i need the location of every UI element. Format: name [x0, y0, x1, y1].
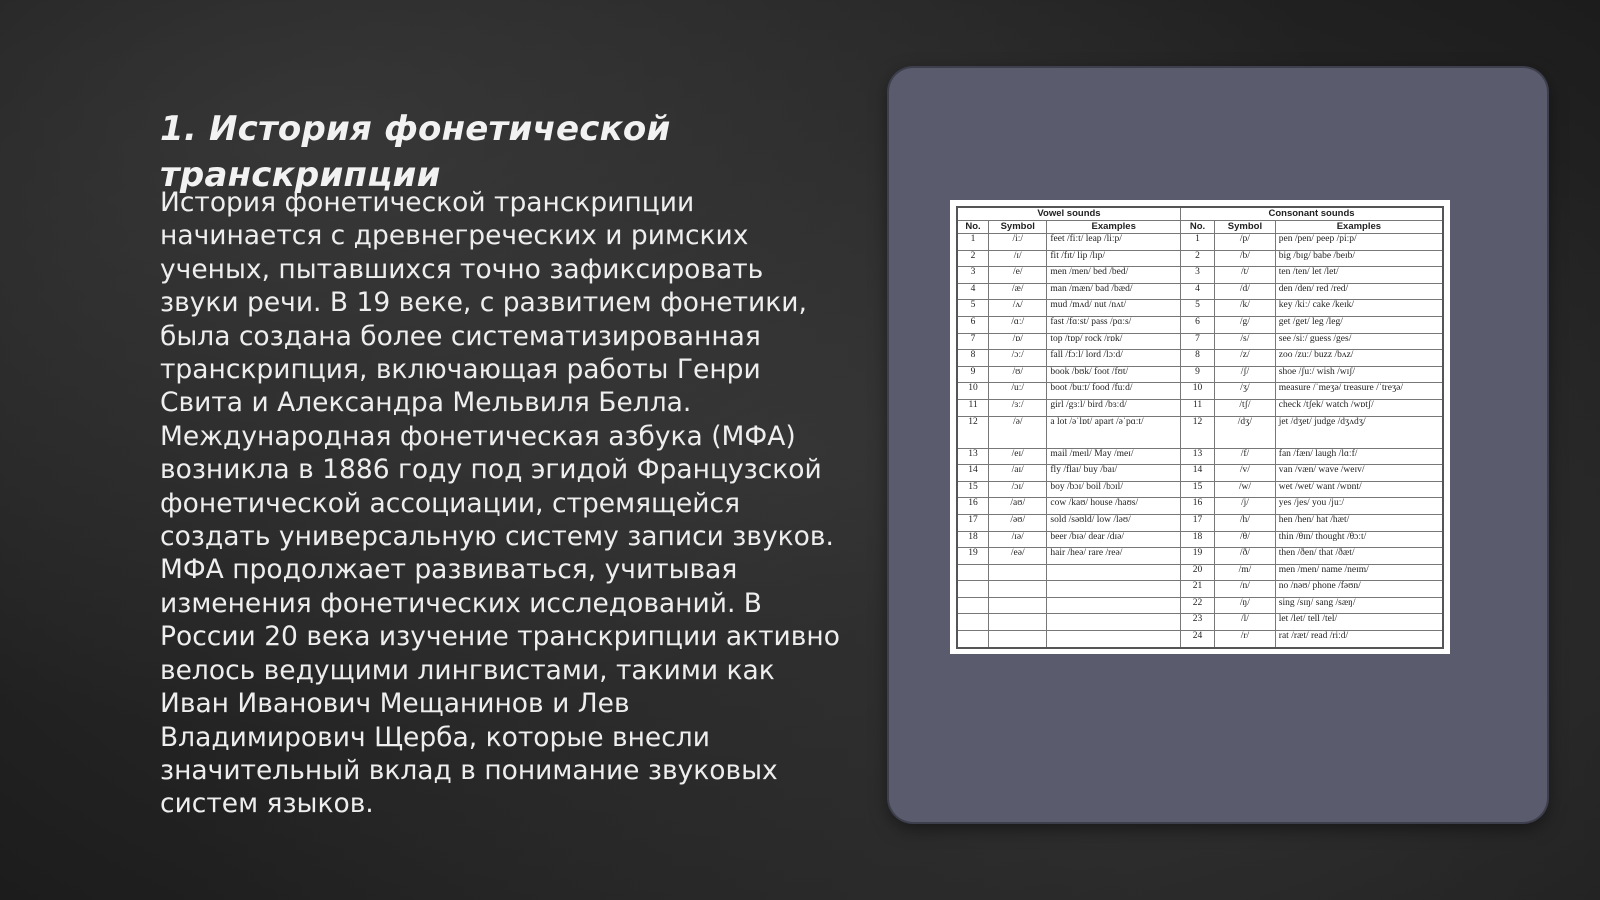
vowel-symbol-cell: /iː/	[989, 234, 1047, 251]
ipa-table	[956, 206, 1444, 649]
vowel-no-cell: 7	[957, 333, 989, 350]
vowel-symbol-cell: /uː/	[989, 383, 1047, 400]
consonant-examples-cell: ten /ten/ let /let/	[1275, 267, 1443, 284]
table-row	[957, 465, 1443, 482]
table-row	[957, 283, 1443, 300]
slide-title: 1. История фонетической транскрипции	[160, 109, 671, 195]
vowel-symbol-cell: /e/	[989, 267, 1047, 284]
consonant-no-cell: 17	[1181, 514, 1215, 531]
consonant-examples-cell: zoo /zuː/ buzz /bʌz/	[1275, 350, 1443, 367]
col-examples-header: Examples	[1275, 221, 1443, 234]
vowel-examples-cell: mail /meɪl/ May /meɪ/	[1047, 448, 1181, 465]
consonant-examples-cell: sing /sɪŋ/ sang /sæŋ/	[1275, 597, 1443, 614]
table-row	[957, 581, 1443, 598]
consonant-no-cell: 23	[1181, 614, 1215, 631]
vowel-no-cell	[957, 614, 989, 631]
vowel-no-cell: 4	[957, 283, 989, 300]
consonant-symbol-cell: /k/	[1215, 300, 1276, 317]
vowel-no-cell	[957, 581, 989, 598]
consonant-examples-cell: van /væn/ wave /weɪv/	[1275, 465, 1443, 482]
consonant-symbol-cell: /m/	[1215, 564, 1276, 581]
vowel-sounds-header: Vowel sounds	[957, 207, 1181, 221]
vowel-examples-cell: man /mæn/ bad /bæd/	[1047, 283, 1181, 300]
consonant-symbol-cell: /v/	[1215, 465, 1276, 482]
consonant-examples-cell: no /nəʊ/ phone /fəʊn/	[1275, 581, 1443, 598]
vowel-no-cell	[957, 597, 989, 614]
consonant-symbol-cell: /s/	[1215, 333, 1276, 350]
vowel-no-cell: 3	[957, 267, 989, 284]
table-row	[957, 564, 1443, 581]
consonant-no-cell: 6	[1181, 316, 1215, 333]
table-row	[957, 350, 1443, 367]
vowel-no-cell: 2	[957, 250, 989, 267]
col-no-header: No.	[957, 221, 989, 234]
vowel-examples-cell: book /bʊk/ foot /fʊt/	[1047, 366, 1181, 383]
consonant-no-cell: 15	[1181, 481, 1215, 498]
consonant-symbol-cell: /θ/	[1215, 531, 1276, 548]
consonant-no-cell: 4	[1181, 283, 1215, 300]
table-row	[957, 548, 1443, 565]
vowel-symbol-cell	[989, 564, 1047, 581]
table-row	[957, 234, 1443, 251]
consonant-examples-cell: fan /fæn/ laugh /lɑːf/	[1275, 448, 1443, 465]
table-row	[957, 448, 1443, 465]
vowel-examples-cell: fast /fɑːst/ pass /pɑːs/	[1047, 316, 1181, 333]
vowel-no-cell: 19	[957, 548, 989, 565]
vowel-examples-cell	[1047, 614, 1181, 631]
consonant-symbol-cell: /r/	[1215, 631, 1276, 648]
vowel-no-cell: 1	[957, 234, 989, 251]
vowel-examples-cell: mud /mʌd/ nut /nʌt/	[1047, 300, 1181, 317]
consonant-examples-cell: hen /hen/ hat /hæt/	[1275, 514, 1443, 531]
vowel-symbol-cell: /ʊ/	[989, 366, 1047, 383]
consonant-examples-cell: pen /pen/ peep /piːp/	[1275, 234, 1443, 251]
vowel-no-cell: 5	[957, 300, 989, 317]
consonant-no-cell: 8	[1181, 350, 1215, 367]
col-no-header: No.	[1181, 221, 1215, 234]
consonant-symbol-cell: /b/	[1215, 250, 1276, 267]
vowel-symbol-cell: /ɜː/	[989, 399, 1047, 416]
vowel-examples-cell: fit /fɪt/ lip /lɪp/	[1047, 250, 1181, 267]
vowel-no-cell: 9	[957, 366, 989, 383]
vowel-examples-cell: top /tɒp/ rock /rɒk/	[1047, 333, 1181, 350]
vowel-no-cell: 17	[957, 514, 989, 531]
consonant-no-cell: 9	[1181, 366, 1215, 383]
consonant-symbol-cell: /l/	[1215, 614, 1276, 631]
consonant-no-cell: 24	[1181, 631, 1215, 648]
consonant-no-cell: 7	[1181, 333, 1215, 350]
vowel-no-cell: 11	[957, 399, 989, 416]
image-panel	[889, 68, 1547, 822]
vowel-symbol-cell: /ɔː/	[989, 350, 1047, 367]
consonant-no-cell: 21	[1181, 581, 1215, 598]
col-symbol-header: Symbol	[1215, 221, 1276, 234]
vowel-symbol-cell: /aɪ/	[989, 465, 1047, 482]
table-row	[957, 316, 1443, 333]
vowel-examples-cell: feet /fiːt/ leap /liːp/	[1047, 234, 1181, 251]
vowel-symbol-cell	[989, 614, 1047, 631]
table-row	[957, 399, 1443, 416]
consonant-symbol-cell: /ʒ/	[1215, 383, 1276, 400]
consonant-examples-cell: let /let/ tell /tel/	[1275, 614, 1443, 631]
table-row	[957, 416, 1443, 448]
vowel-examples-cell: beer /bɪə/ dear /dɪə/	[1047, 531, 1181, 548]
slide-body-text: История фонетической транскрипции начинается с древнегреческих и римских ученых, пытавшихся точно зафиксировать звуки речи. В 19 веке, с развитием фонетики, была создана более систематизированная транскрипция, включающая работы Генри Свита и Александра Мельвиля Белла. Международная фонетическая азбука (МФА) возникла в 1886 году под эгидой Французской фонетической ассоциации, стремящейся создать универсальную систему записи звуков. МФА продолжает развиваться, учитывая изменения фонетических исследований. В России 20 века изучение транскрипции активно велось ведущими лингвистами, такими как Иван Иванович Мещанинов и Лев Владимирович Щерба, которые внесли значительный вклад в понимание звуковых систем языков.	[160, 187, 840, 820]
consonant-examples-cell: big /bɪg/ babe /beɪb/	[1275, 250, 1443, 267]
consonant-examples-cell: then /ðen/ that /ðæt/	[1275, 548, 1443, 565]
vowel-no-cell: 6	[957, 316, 989, 333]
table-row	[957, 383, 1443, 400]
consonant-no-cell: 1	[1181, 234, 1215, 251]
consonant-no-cell: 10	[1181, 383, 1215, 400]
vowel-symbol-cell: /ɔɪ/	[989, 481, 1047, 498]
consonant-no-cell: 3	[1181, 267, 1215, 284]
vowel-examples-cell: fly /flaɪ/ buy /baɪ/	[1047, 465, 1181, 482]
vowel-examples-cell	[1047, 631, 1181, 648]
consonant-no-cell: 13	[1181, 448, 1215, 465]
vowel-examples-cell	[1047, 564, 1181, 581]
vowel-symbol-cell	[989, 631, 1047, 648]
vowel-symbol-cell: /eɪ/	[989, 448, 1047, 465]
vowel-no-cell: 13	[957, 448, 989, 465]
table-row	[957, 366, 1443, 383]
table-row	[957, 300, 1443, 317]
vowel-symbol-cell: /ə/	[989, 416, 1047, 448]
vowel-examples-cell: fall /fɔːl/ lord /lɔːd/	[1047, 350, 1181, 367]
consonant-examples-cell: shoe /ʃuː/ wish /wɪʃ/	[1275, 366, 1443, 383]
consonant-no-cell: 19	[1181, 548, 1215, 565]
consonant-symbol-cell: /d/	[1215, 283, 1276, 300]
consonant-symbol-cell: /n/	[1215, 581, 1276, 598]
consonant-examples-cell: men /men/ name /neɪm/	[1275, 564, 1443, 581]
table-row	[957, 597, 1443, 614]
vowel-symbol-cell: /aʊ/	[989, 498, 1047, 515]
vowel-examples-cell: girl /gɜːl/ bird /bɜːd/	[1047, 399, 1181, 416]
consonant-examples-cell: thin /θɪn/ thought /θɔːt/	[1275, 531, 1443, 548]
consonant-symbol-cell: /j/	[1215, 498, 1276, 515]
consonant-symbol-cell: /dʒ/	[1215, 416, 1276, 448]
table-row	[957, 531, 1443, 548]
table-row	[957, 333, 1443, 350]
vowel-symbol-cell: /ɒ/	[989, 333, 1047, 350]
consonant-symbol-cell: /w/	[1215, 481, 1276, 498]
consonant-symbol-cell: /f/	[1215, 448, 1276, 465]
vowel-examples-cell: boot /buːt/ food /fuːd/	[1047, 383, 1181, 400]
consonant-symbol-cell: /t/	[1215, 267, 1276, 284]
vowel-no-cell: 14	[957, 465, 989, 482]
ipa-table-image	[950, 200, 1450, 654]
consonant-symbol-cell: /h/	[1215, 514, 1276, 531]
vowel-examples-cell: a lot /əˈlɒt/ apart /əˈpɑːt/	[1047, 416, 1181, 448]
consonant-examples-cell: yes /jes/ you /juː/	[1275, 498, 1443, 515]
consonant-examples-cell: key /kiː/ cake /keɪk/	[1275, 300, 1443, 317]
table-row	[957, 631, 1443, 648]
vowel-examples-cell: boy /bɔɪ/ boil /bɔɪl/	[1047, 481, 1181, 498]
consonant-examples-cell: get /get/ leg /leg/	[1275, 316, 1443, 333]
vowel-examples-cell: cow /kaʊ/ house /haʊs/	[1047, 498, 1181, 515]
consonant-no-cell: 16	[1181, 498, 1215, 515]
vowel-no-cell: 8	[957, 350, 989, 367]
vowel-symbol-cell	[989, 581, 1047, 598]
consonant-examples-cell: jet /dʒet/ judge /dʒʌdʒ/	[1275, 416, 1443, 448]
vowel-no-cell	[957, 564, 989, 581]
vowel-symbol-cell: /ɑː/	[989, 316, 1047, 333]
vowel-no-cell: 15	[957, 481, 989, 498]
vowel-symbol-cell: /eə/	[989, 548, 1047, 565]
vowel-no-cell: 12	[957, 416, 989, 448]
vowel-no-cell: 10	[957, 383, 989, 400]
consonant-no-cell: 18	[1181, 531, 1215, 548]
table-row	[957, 267, 1443, 284]
consonant-symbol-cell: /p/	[1215, 234, 1276, 251]
col-examples-header: Examples	[1047, 221, 1181, 234]
vowel-examples-cell: sold /səʊld/ low /ləʊ/	[1047, 514, 1181, 531]
vowel-no-cell: 16	[957, 498, 989, 515]
consonant-symbol-cell: /z/	[1215, 350, 1276, 367]
consonant-examples-cell: check /tʃek/ watch /wɒtʃ/	[1275, 399, 1443, 416]
ipa-table-body	[957, 234, 1443, 648]
consonant-no-cell: 5	[1181, 300, 1215, 317]
consonant-sounds-header: Consonant sounds	[1181, 207, 1443, 221]
vowel-examples-cell: hair /heə/ rare /reə/	[1047, 548, 1181, 565]
consonant-examples-cell: den /den/ red /red/	[1275, 283, 1443, 300]
consonant-examples-cell: see /siː/ guess /ges/	[1275, 333, 1443, 350]
vowel-symbol-cell: /æ/	[989, 283, 1047, 300]
vowel-symbol-cell: /ɪ/	[989, 250, 1047, 267]
consonant-symbol-cell: /ʃ/	[1215, 366, 1276, 383]
consonant-examples-cell: measure /ˈmeʒə/ treasure /ˈtreʒə/	[1275, 383, 1443, 400]
consonant-symbol-cell: /tʃ/	[1215, 399, 1276, 416]
consonant-no-cell: 20	[1181, 564, 1215, 581]
col-symbol-header: Symbol	[989, 221, 1047, 234]
vowel-symbol-cell: /ʌ/	[989, 300, 1047, 317]
vowel-examples-cell	[1047, 597, 1181, 614]
consonant-no-cell: 12	[1181, 416, 1215, 448]
vowel-symbol-cell: /ɪə/	[989, 531, 1047, 548]
vowel-examples-cell	[1047, 581, 1181, 598]
consonant-no-cell: 2	[1181, 250, 1215, 267]
table-row	[957, 481, 1443, 498]
vowel-symbol-cell: /əʊ/	[989, 514, 1047, 531]
consonant-no-cell: 14	[1181, 465, 1215, 482]
table-row	[957, 514, 1443, 531]
consonant-no-cell: 11	[1181, 399, 1215, 416]
vowel-symbol-cell	[989, 597, 1047, 614]
consonant-examples-cell: rat /ræt/ read /riːd/	[1275, 631, 1443, 648]
consonant-symbol-cell: /ð/	[1215, 548, 1276, 565]
table-row	[957, 614, 1443, 631]
table-row	[957, 250, 1443, 267]
consonant-examples-cell: wet /wet/ want /wɒnt/	[1275, 481, 1443, 498]
consonant-no-cell: 22	[1181, 597, 1215, 614]
table-row	[957, 498, 1443, 515]
consonant-symbol-cell: /g/	[1215, 316, 1276, 333]
vowel-no-cell: 18	[957, 531, 989, 548]
vowel-no-cell	[957, 631, 989, 648]
consonant-symbol-cell: /ŋ/	[1215, 597, 1276, 614]
vowel-examples-cell: men /men/ bed /bed/	[1047, 267, 1181, 284]
